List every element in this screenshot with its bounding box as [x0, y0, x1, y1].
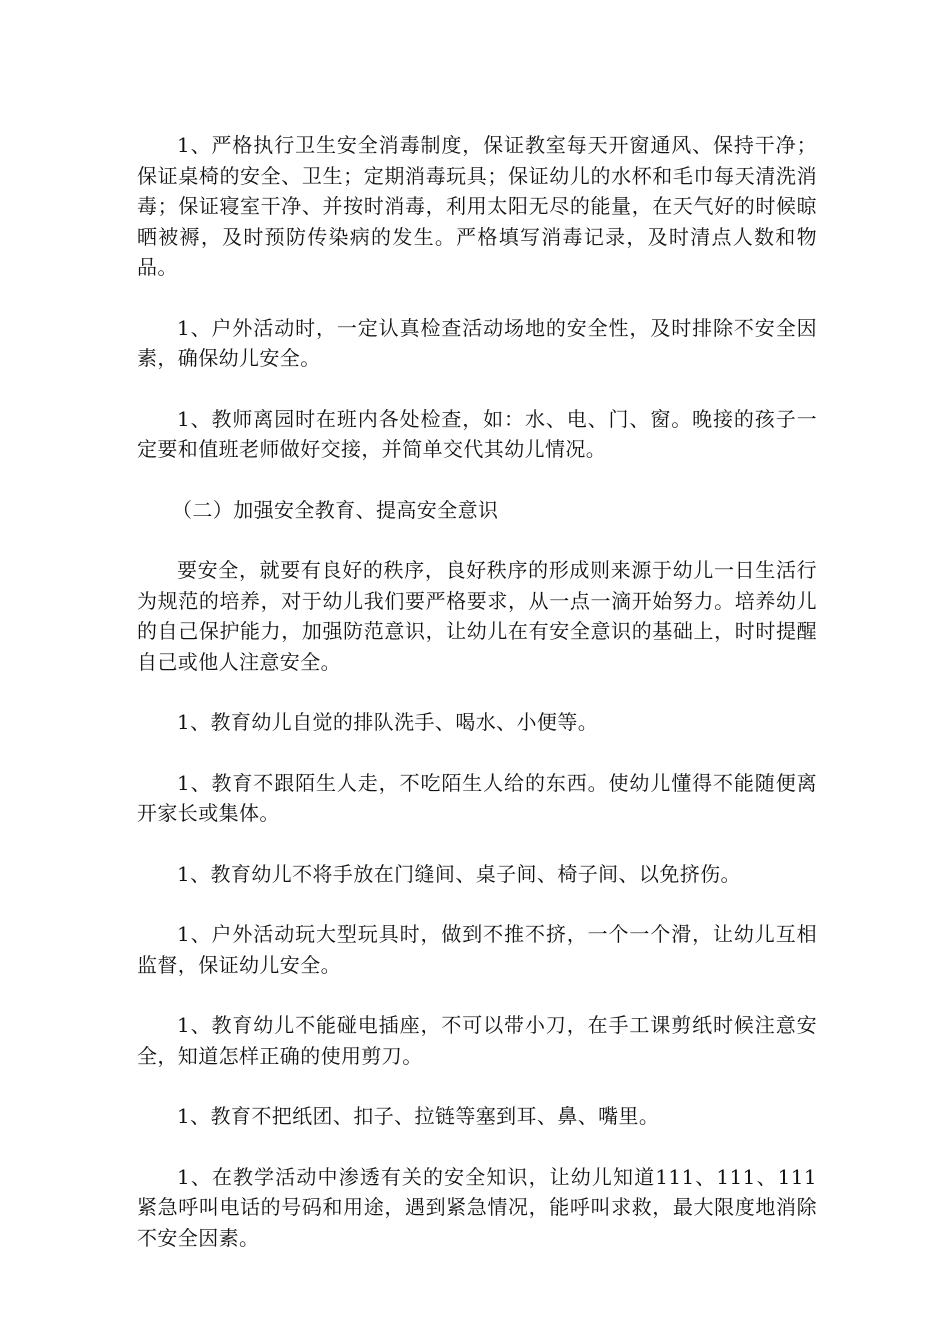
paragraph-leaving-check: 1、教师离园时在班内各处检查，如：水、电、门、窗。晚接的孩子一定要和值班老师做好交接，并简单交代其幼儿情况。	[137, 406, 817, 461]
paragraph-electric: 1、教育幼儿不能碰电插座，不可以带小刀，在手工课剪纸时候注意安全，知道怎样正确的使用剪刀。	[137, 1013, 817, 1068]
paragraph-queue: 1、教育幼儿自觉的排队洗手、喝水、小便等。	[177, 710, 599, 734]
paragraph-outdoor-toys: 1、户外活动玩大型玩具时，做到不推不挤，一个一个滑，让幼儿互相监督，保证幼儿安全。	[137, 922, 817, 977]
paragraph-outdoor-check: 1、户外活动时，一定认真检查活动场地的安全性，及时排除不安全因素，确保幼儿安全。	[137, 315, 817, 370]
paragraph-hands: 1、教育幼儿不将手放在门缝间、桌子间、椅子间、以免挤伤。	[177, 861, 741, 886]
document-body	[137, 130, 817, 1253]
paragraph-order-intro: 要安全，就要有良好的秩序，良好秩序的形成则来源于幼儿一日生活行为规范的培养，对于幼儿我们要严格要求，从一点一滴开始努力。培养幼儿的自己保护能力，加强防范意识，让幼儿在有安全意识的基础上，时时提醒自己或他人注意安全。	[137, 558, 817, 674]
paragraph-small-objects: 1、教育不把纸团、扣子、拉链等塞到耳、鼻、嘴里。	[177, 1104, 660, 1128]
paragraph-emergency: 1、在教学活动中渗透有关的安全知识，让幼儿知道111、111、111紧急呼叫电话的号码和用途，遇到紧急情况，能呼叫求救，最大限度地消除不安全因素。	[137, 1164, 817, 1250]
paragraph-disinfection: 1、严格执行卫生安全消毒制度，保证教室每天开窗通风、保持干净；保证桌椅的安全、卫生；定期消毒玩具；保证幼儿的水杯和毛巾每天清洗消毒；保证寝室干净、并按时消毒，利用太阳无尽的能量，在天气好的时候晾晒被褥，及时预防传染病的发生。严格填写消毒记录，及时清点人数和物品。	[137, 133, 817, 279]
section-heading: （二）加强安全教育、提高安全意识	[172, 497, 499, 522]
paragraph-strangers: 1、教育不跟陌生人走，不吃陌生人给的东西。使幼儿懂得不能随便离开家长或集体。	[137, 770, 817, 825]
